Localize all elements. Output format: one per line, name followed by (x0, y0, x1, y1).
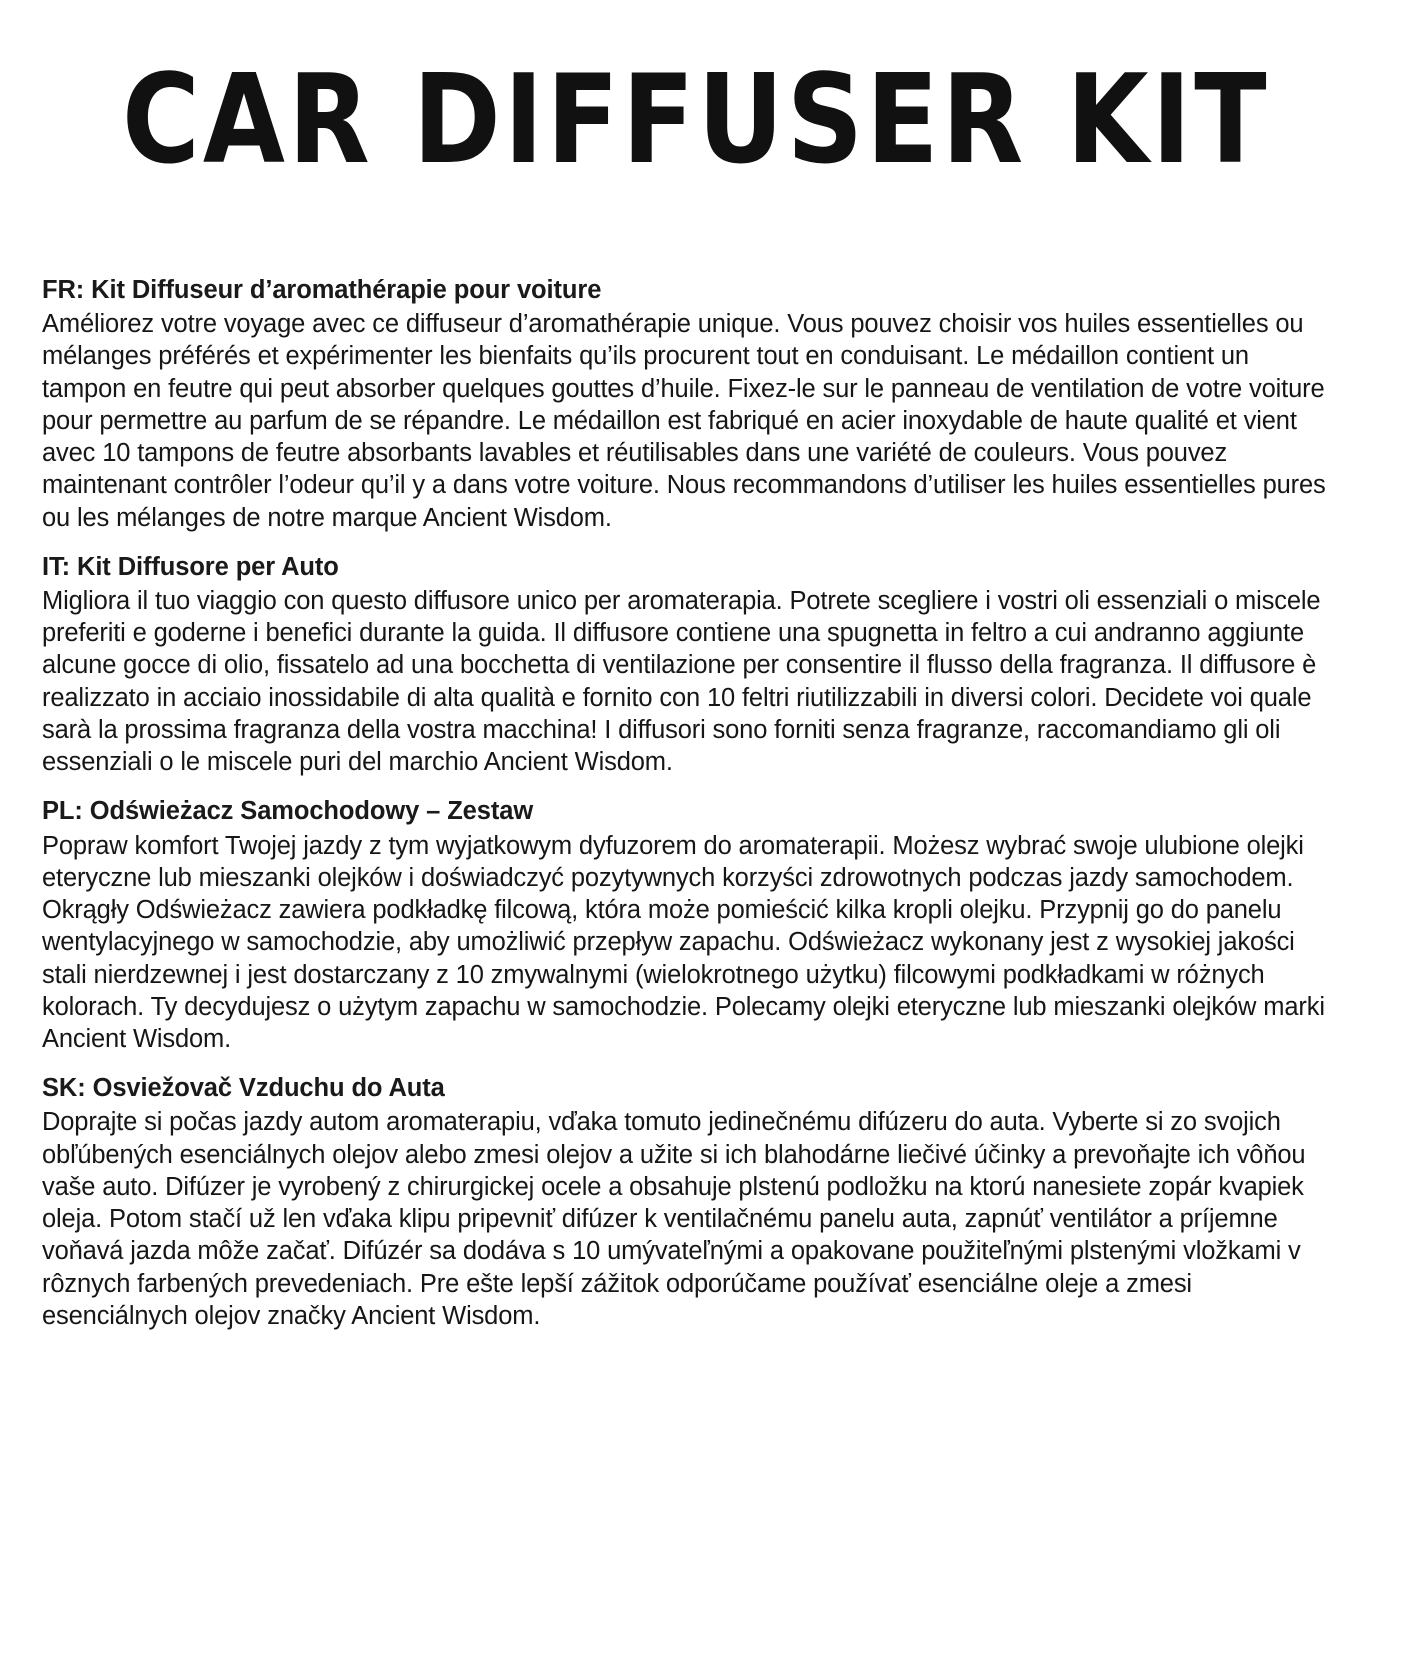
section-body-sk: Doprajte si počas jazdy autom aromaterapiu, vďaka tomuto jedinečnému difúzeru do auta. Vyberte si zo svojich obľúbených esenciálnych olejov alebo zmesi olejov a užite si ich blahodárne liečivé účinky a prevoňajte ich vôňou vaše auto. Difúzer je vyrobený z chirurgickej ocele a obsahuje plstenú podložku na ktorú nanesiete zopár kvapiek oleja. Potom stačí už len vďaka klipu pripevniť difúzer k ventilačnému panelu auta, zapnúť ventilátor a príjemne voňavá jazda môže začať. Difúzér sa dodáva s 10 umývateľnými a opakovane použiteľnými plstenými vložkami v rôznych farbených prevedeniach. Pre ešte lepší zážitok odporúčame používať esenciálne oleje a zmesi esenciálnych olejov značky Ancient Wisdom. (42, 1108, 1306, 1330)
section-it (42, 552, 1336, 779)
document-content (40, 275, 1358, 1332)
title-banner (40, 40, 1358, 223)
section-heading-sk: SK: Osviežovač Vzduchu do Auta (42, 1074, 445, 1103)
section-body-pl: Popraw komfort Twojej jazdy z tym wyjatkowym dyfuzorem do aromaterapii. Możesz wybrać swoje ulubione olejki eteryczne lub mieszanki olejków i doświadczyć pozytywnych korzyści zdrowotnych podczas jazdy samochodem. Okrągły Odświeżacz zawiera podkładkę filcową, która może pomieścić kilka kropli olejku. Przypnij go do panelu wentylacyjnego w samochodzie, aby umożliwić przepływ zapachu. Odświeżacz wykonany jest z wysokiej jakości stali nierdzewnej i jest dostarczany z 10 zmywalnymi (wielokrotnego użytku) filcowymi podkładkami w różnych kolorach. Ty decydujesz o użytym zapachu w samochodzie. Polecamy olejki eteryczne lub mieszanki olejków marki Ancient Wisdom. (42, 831, 1325, 1054)
section-heading-fr: FR: Kit Diffuseur d’aromathérapie pour voiture (42, 276, 602, 304)
page-title: CAR DIFFUSER KIT (122, 47, 1270, 192)
section-body-fr: Améliorez votre voyage avec ce diffuseur d’aromathérapie unique. Vous pouvez choisir vos huiles essentielles ou mélanges préférés et expérimenter les bienfaits qu’ils procurent tout en conduisant. Le médaillon contient un tampon en feutre qui peut absorber quelques gouttes d’huile. Fixez-le sur le panneau de ventilation de votre voiture pour permettre au parfum de se répandre. Le médaillon est fabriqué en acier inoxydable de haute qualité et vient avec 10 tampons de feutre absorbants lavables et réutilisables dans une variété de couleurs. Vous pouvez maintenant contrôler l’odeur qu’il y a dans votre voiture. Nous recommandons d’utiliser les huiles essentielles pures ou les mélanges de notre marque Ancient Wisdom. (42, 310, 1326, 532)
section-body-it: Migliora il tuo viaggio con questo diffusore unico per aromaterapia. Potrete scegliere i vostri oli essenziali o miscele preferiti e goderne i benefici durante la guida. Il diffusore contiene una spugnetta in feltro a cui andranno aggiunte alcune gocce di olio, fissatelo ad una bocchetta di ventilazione per consentire il flusso della fragranza. Il diffusore è realizzato in acciaio inossidabile di alta qualità e fornito con 10 feltri riutilizzabili in diversi colori. Decidete voi quale sarà la prossima fragranza della vostra macchina! I diffusori sono forniti senza fragranze, raccomandiamo gli oli essenziali o le miscele puri del marchio Ancient Wisdom. (42, 586, 1321, 777)
section-pl (42, 796, 1336, 1055)
section-fr (42, 275, 1336, 534)
section-sk (42, 1073, 1336, 1332)
section-heading-it: IT: Kit Diffusore per Auto (42, 552, 339, 581)
section-heading-pl: PL: Odświeżacz Samochodowy – Zestaw (42, 797, 534, 826)
